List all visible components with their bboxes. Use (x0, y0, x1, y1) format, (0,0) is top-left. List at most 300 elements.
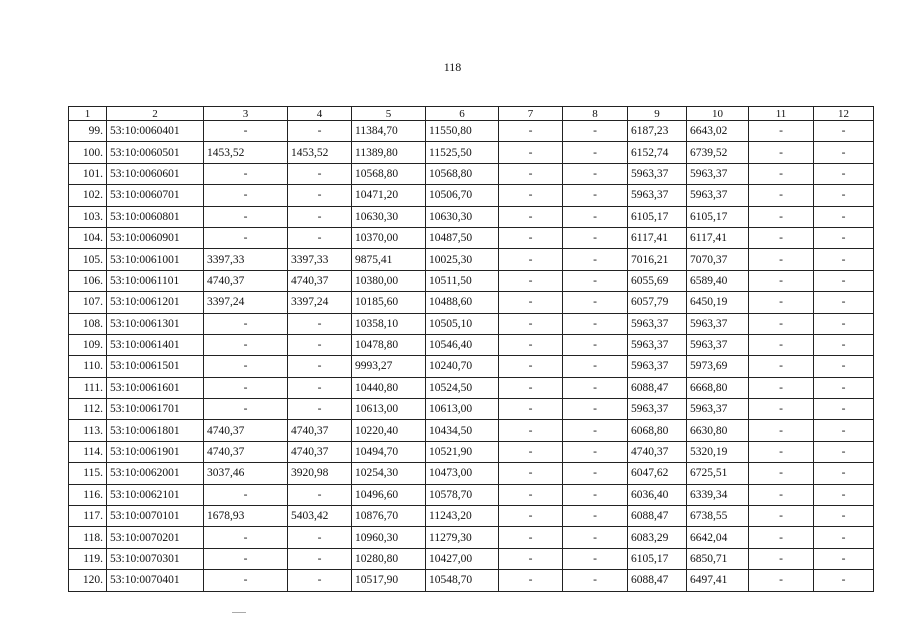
table-row (69, 441, 874, 462)
value-cell: - (499, 206, 563, 227)
table-row (69, 163, 874, 184)
row-number-cell: 112. (69, 399, 107, 420)
value-cell: - (288, 570, 352, 591)
value-cell: - (814, 249, 874, 270)
value-cell: - (288, 185, 352, 206)
value-cell: 10494,70 (352, 441, 426, 462)
value-cell: 6725,51 (687, 463, 749, 484)
value-cell: 11384,70 (352, 121, 426, 142)
value-cell: - (563, 163, 628, 184)
value-cell: 10220,40 (352, 420, 426, 441)
value-cell: - (563, 227, 628, 248)
value-cell: - (288, 334, 352, 355)
value-cell: 4740,37 (288, 441, 352, 462)
column-header: 2 (107, 107, 204, 121)
cadastral-number-cell: 53:10:0060701 (107, 185, 204, 206)
value-cell: - (499, 548, 563, 569)
value-cell: 10254,30 (352, 463, 426, 484)
value-cell: - (499, 484, 563, 505)
value-cell: - (288, 548, 352, 569)
value-cell: - (499, 570, 563, 591)
value-cell: 10517,90 (352, 570, 426, 591)
table-row (69, 463, 874, 484)
value-cell: - (288, 163, 352, 184)
value-cell: - (749, 527, 814, 548)
value-cell: 5963,37 (687, 163, 749, 184)
value-cell: - (204, 206, 288, 227)
value-cell: - (563, 356, 628, 377)
value-cell: 10440,80 (352, 377, 426, 398)
cadastral-number-cell: 53:10:0061901 (107, 441, 204, 462)
value-cell: - (499, 377, 563, 398)
value-cell: - (499, 185, 563, 206)
value-cell: - (204, 527, 288, 548)
value-cell: - (749, 399, 814, 420)
value-cell: 6117,41 (687, 227, 749, 248)
value-cell: 6668,80 (687, 377, 749, 398)
value-cell: 6088,47 (628, 506, 687, 527)
value-cell: - (563, 484, 628, 505)
value-cell: - (499, 441, 563, 462)
table-row (69, 484, 874, 505)
value-cell: 10488,60 (426, 292, 499, 313)
row-number-cell: 106. (69, 270, 107, 291)
row-number-cell: 118. (69, 527, 107, 548)
row-number-cell: 111. (69, 377, 107, 398)
value-cell: - (749, 420, 814, 441)
value-cell: 10613,00 (352, 399, 426, 420)
value-cell: 10578,70 (426, 484, 499, 505)
value-cell: - (563, 292, 628, 313)
value-cell: - (814, 527, 874, 548)
value-cell: 9993,27 (352, 356, 426, 377)
table-row (69, 185, 874, 206)
value-cell: - (563, 420, 628, 441)
value-cell: - (749, 377, 814, 398)
data-table (68, 106, 874, 592)
value-cell: 9875,41 (352, 249, 426, 270)
value-cell: - (814, 548, 874, 569)
value-cell: 10478,80 (352, 334, 426, 355)
value-cell: 3920,98 (288, 463, 352, 484)
value-cell: 6738,55 (687, 506, 749, 527)
value-cell: 11279,30 (426, 527, 499, 548)
value-cell: 4740,37 (288, 420, 352, 441)
value-cell: 3397,24 (288, 292, 352, 313)
value-cell: - (749, 142, 814, 163)
value-cell: - (749, 313, 814, 334)
footer-mark (232, 612, 246, 613)
value-cell: - (814, 292, 874, 313)
value-cell: 6117,41 (628, 227, 687, 248)
value-cell: 10548,70 (426, 570, 499, 591)
row-number-cell: 108. (69, 313, 107, 334)
value-cell: 6036,40 (628, 484, 687, 505)
value-cell: 3397,33 (288, 249, 352, 270)
column-header: 11 (749, 107, 814, 121)
table-row (69, 121, 874, 142)
cadastral-number-cell: 53:10:0070401 (107, 570, 204, 591)
cadastral-number-cell: 53:10:0061801 (107, 420, 204, 441)
row-number-cell: 117. (69, 506, 107, 527)
value-cell: 10380,00 (352, 270, 426, 291)
value-cell: 6105,17 (687, 206, 749, 227)
column-header: 1 (69, 107, 107, 121)
value-cell: - (749, 548, 814, 569)
table-row (69, 334, 874, 355)
row-number-cell: 114. (69, 441, 107, 462)
value-cell: - (814, 270, 874, 291)
value-cell: - (499, 142, 563, 163)
value-cell: 5963,37 (628, 185, 687, 206)
value-cell: 6057,79 (628, 292, 687, 313)
value-cell: 6105,17 (628, 548, 687, 569)
row-number-cell: 120. (69, 570, 107, 591)
value-cell: 10358,10 (352, 313, 426, 334)
value-cell: 5963,37 (687, 399, 749, 420)
value-cell: 5963,37 (628, 399, 687, 420)
value-cell: 5963,37 (628, 313, 687, 334)
value-cell: 7070,37 (687, 249, 749, 270)
column-header: 3 (204, 107, 288, 121)
value-cell: 10025,30 (426, 249, 499, 270)
value-cell: - (499, 356, 563, 377)
value-cell: 6068,80 (628, 420, 687, 441)
value-cell: 10876,70 (352, 506, 426, 527)
value-cell: - (563, 270, 628, 291)
table-row (69, 548, 874, 569)
row-number-cell: 99. (69, 121, 107, 142)
value-cell: - (749, 484, 814, 505)
value-cell: - (563, 570, 628, 591)
value-cell: - (499, 121, 563, 142)
value-cell: 6850,71 (687, 548, 749, 569)
value-cell: - (814, 570, 874, 591)
value-cell: - (499, 270, 563, 291)
cadastral-number-cell: 53:10:0061701 (107, 399, 204, 420)
column-header: 9 (628, 107, 687, 121)
value-cell: - (563, 249, 628, 270)
value-cell: 1678,93 (204, 506, 288, 527)
value-cell: - (288, 227, 352, 248)
value-cell: - (288, 484, 352, 505)
value-cell: - (749, 206, 814, 227)
value-cell: - (814, 484, 874, 505)
row-number-cell: 119. (69, 548, 107, 569)
table-row (69, 270, 874, 291)
value-cell: - (499, 506, 563, 527)
value-cell: 6187,23 (628, 121, 687, 142)
value-cell: - (749, 185, 814, 206)
cadastral-number-cell: 53:10:0060401 (107, 121, 204, 142)
table-row (69, 227, 874, 248)
value-cell: 11389,80 (352, 142, 426, 163)
table-row (69, 142, 874, 163)
value-cell: 10630,30 (426, 206, 499, 227)
cadastral-number-cell: 53:10:0061401 (107, 334, 204, 355)
value-cell: 6497,41 (687, 570, 749, 591)
value-cell: - (563, 377, 628, 398)
value-cell: 11243,20 (426, 506, 499, 527)
table-row (69, 206, 874, 227)
value-cell: 4740,37 (204, 270, 288, 291)
value-cell: - (814, 377, 874, 398)
table-row (69, 570, 874, 591)
column-header: 10 (687, 107, 749, 121)
value-cell: - (204, 484, 288, 505)
value-cell: - (204, 227, 288, 248)
value-cell: - (563, 463, 628, 484)
value-cell: - (204, 334, 288, 355)
value-cell: 5403,42 (288, 506, 352, 527)
value-cell: 10568,80 (426, 163, 499, 184)
row-number-cell: 103. (69, 206, 107, 227)
value-cell: - (288, 377, 352, 398)
value-cell: 6088,47 (628, 377, 687, 398)
value-cell: - (499, 334, 563, 355)
cadastral-number-cell: 53:10:0061601 (107, 377, 204, 398)
row-number-cell: 104. (69, 227, 107, 248)
value-cell: - (499, 463, 563, 484)
value-cell: - (563, 313, 628, 334)
cadastral-number-cell: 53:10:0070101 (107, 506, 204, 527)
value-cell: - (749, 121, 814, 142)
value-cell: 10434,50 (426, 420, 499, 441)
value-cell: 5963,37 (628, 356, 687, 377)
table-row (69, 292, 874, 313)
value-cell: 6088,47 (628, 570, 687, 591)
column-header: 4 (288, 107, 352, 121)
row-number-cell: 107. (69, 292, 107, 313)
value-cell: 10506,70 (426, 185, 499, 206)
value-cell: 4740,37 (288, 270, 352, 291)
header-row (69, 107, 874, 121)
value-cell: 6642,04 (687, 527, 749, 548)
value-cell: - (204, 121, 288, 142)
value-cell: - (563, 185, 628, 206)
table-row (69, 399, 874, 420)
value-cell: - (204, 163, 288, 184)
value-cell: 10613,00 (426, 399, 499, 420)
value-cell: - (814, 121, 874, 142)
column-header: 6 (426, 107, 499, 121)
value-cell: 6630,80 (687, 420, 749, 441)
value-cell: 5963,37 (628, 163, 687, 184)
value-cell: - (288, 399, 352, 420)
value-cell: - (749, 570, 814, 591)
value-cell: - (749, 441, 814, 462)
value-cell: - (814, 142, 874, 163)
row-number-cell: 101. (69, 163, 107, 184)
table-row (69, 356, 874, 377)
value-cell: - (749, 506, 814, 527)
value-cell: 6152,74 (628, 142, 687, 163)
value-cell: 5963,37 (628, 334, 687, 355)
value-cell: - (563, 441, 628, 462)
page-number: 118 (443, 60, 462, 74)
cadastral-number-cell: 53:10:0060501 (107, 142, 204, 163)
value-cell: 10427,00 (426, 548, 499, 569)
value-cell: - (749, 249, 814, 270)
value-cell: 1453,52 (204, 142, 288, 163)
value-cell: - (204, 399, 288, 420)
value-cell: 6083,29 (628, 527, 687, 548)
value-cell: - (814, 356, 874, 377)
value-cell: 10960,30 (352, 527, 426, 548)
cadastral-number-cell: 53:10:0061001 (107, 249, 204, 270)
cadastral-number-cell: 53:10:0061301 (107, 313, 204, 334)
value-cell: - (499, 292, 563, 313)
value-cell: - (499, 420, 563, 441)
value-cell: 7016,21 (628, 249, 687, 270)
value-cell: - (814, 313, 874, 334)
value-cell: 6739,52 (687, 142, 749, 163)
value-cell: 10370,00 (352, 227, 426, 248)
value-cell: 5963,37 (687, 313, 749, 334)
value-cell: 10630,30 (352, 206, 426, 227)
value-cell: 10240,70 (426, 356, 499, 377)
value-cell: - (499, 313, 563, 334)
value-cell: 11525,50 (426, 142, 499, 163)
column-header: 5 (352, 107, 426, 121)
column-header: 7 (499, 107, 563, 121)
value-cell: 5963,37 (687, 185, 749, 206)
value-cell: 1453,52 (288, 142, 352, 163)
value-cell: 3397,33 (204, 249, 288, 270)
value-cell: - (204, 185, 288, 206)
cadastral-number-cell: 53:10:0060901 (107, 227, 204, 248)
value-cell: 10185,60 (352, 292, 426, 313)
cadastral-number-cell: 53:10:0062001 (107, 463, 204, 484)
value-cell: - (749, 227, 814, 248)
row-number-cell: 116. (69, 484, 107, 505)
cadastral-number-cell: 53:10:0070201 (107, 527, 204, 548)
value-cell: - (204, 377, 288, 398)
value-cell: - (563, 334, 628, 355)
row-number-cell: 105. (69, 249, 107, 270)
value-cell: 10487,50 (426, 227, 499, 248)
value-cell: 10496,60 (352, 484, 426, 505)
value-cell: - (563, 399, 628, 420)
value-cell: 10511,50 (426, 270, 499, 291)
value-cell: - (814, 163, 874, 184)
value-cell: - (814, 420, 874, 441)
value-cell: 10471,20 (352, 185, 426, 206)
value-cell: 6055,69 (628, 270, 687, 291)
table-row (69, 249, 874, 270)
value-cell: 4740,37 (204, 420, 288, 441)
cadastral-number-cell: 53:10:0061101 (107, 270, 204, 291)
table-row (69, 527, 874, 548)
row-number-cell: 113. (69, 420, 107, 441)
cadastral-number-cell: 53:10:0061501 (107, 356, 204, 377)
column-header: 8 (563, 107, 628, 121)
cadastral-number-cell: 53:10:0060601 (107, 163, 204, 184)
value-cell: 6450,19 (687, 292, 749, 313)
value-cell: 4740,37 (204, 441, 288, 462)
value-cell: 6339,34 (687, 484, 749, 505)
value-cell: 3397,24 (204, 292, 288, 313)
row-number-cell: 102. (69, 185, 107, 206)
value-cell: - (814, 441, 874, 462)
value-cell: 6047,62 (628, 463, 687, 484)
value-cell: - (563, 548, 628, 569)
value-cell: 10524,50 (426, 377, 499, 398)
value-cell: - (563, 506, 628, 527)
value-cell: - (499, 399, 563, 420)
value-cell: - (814, 463, 874, 484)
value-cell: 6589,40 (687, 270, 749, 291)
value-cell: - (814, 227, 874, 248)
row-number-cell: 100. (69, 142, 107, 163)
value-cell: 10568,80 (352, 163, 426, 184)
row-number-cell: 115. (69, 463, 107, 484)
value-cell: - (749, 292, 814, 313)
value-cell: - (563, 527, 628, 548)
value-cell: - (288, 527, 352, 548)
value-cell: - (499, 163, 563, 184)
value-cell: - (749, 163, 814, 184)
value-cell: - (563, 142, 628, 163)
cadastral-number-cell: 53:10:0070301 (107, 548, 204, 569)
value-cell: - (563, 121, 628, 142)
value-cell: 10473,00 (426, 463, 499, 484)
value-cell: 6643,02 (687, 121, 749, 142)
value-cell: 6105,17 (628, 206, 687, 227)
table-row (69, 506, 874, 527)
value-cell: - (288, 206, 352, 227)
value-cell: 5963,37 (687, 334, 749, 355)
value-cell: - (814, 506, 874, 527)
value-cell: - (288, 356, 352, 377)
value-cell: 5973,69 (687, 356, 749, 377)
row-number-cell: 109. (69, 334, 107, 355)
value-cell: - (563, 206, 628, 227)
value-cell: - (499, 227, 563, 248)
table-body (69, 107, 874, 592)
table-row (69, 313, 874, 334)
table-row (69, 420, 874, 441)
value-cell: - (204, 548, 288, 569)
value-cell: - (204, 570, 288, 591)
value-cell: 3037,46 (204, 463, 288, 484)
value-cell: 10505,10 (426, 313, 499, 334)
value-cell: - (814, 334, 874, 355)
table-row (69, 377, 874, 398)
value-cell: 10546,40 (426, 334, 499, 355)
value-cell: 11550,80 (426, 121, 499, 142)
value-cell: - (288, 313, 352, 334)
value-cell: - (749, 270, 814, 291)
value-cell: - (814, 399, 874, 420)
cadastral-number-cell: 53:10:0061201 (107, 292, 204, 313)
value-cell: - (288, 121, 352, 142)
value-cell: - (749, 334, 814, 355)
value-cell: - (499, 249, 563, 270)
cadastral-number-cell: 53:10:0062101 (107, 484, 204, 505)
value-cell: 5320,19 (687, 441, 749, 462)
value-cell: - (749, 463, 814, 484)
column-header: 12 (814, 107, 874, 121)
value-cell: - (204, 313, 288, 334)
value-cell: 10280,80 (352, 548, 426, 569)
value-cell: - (814, 206, 874, 227)
value-cell: 10521,90 (426, 441, 499, 462)
value-cell: - (814, 185, 874, 206)
value-cell: - (749, 356, 814, 377)
value-cell: - (499, 527, 563, 548)
row-number-cell: 110. (69, 356, 107, 377)
